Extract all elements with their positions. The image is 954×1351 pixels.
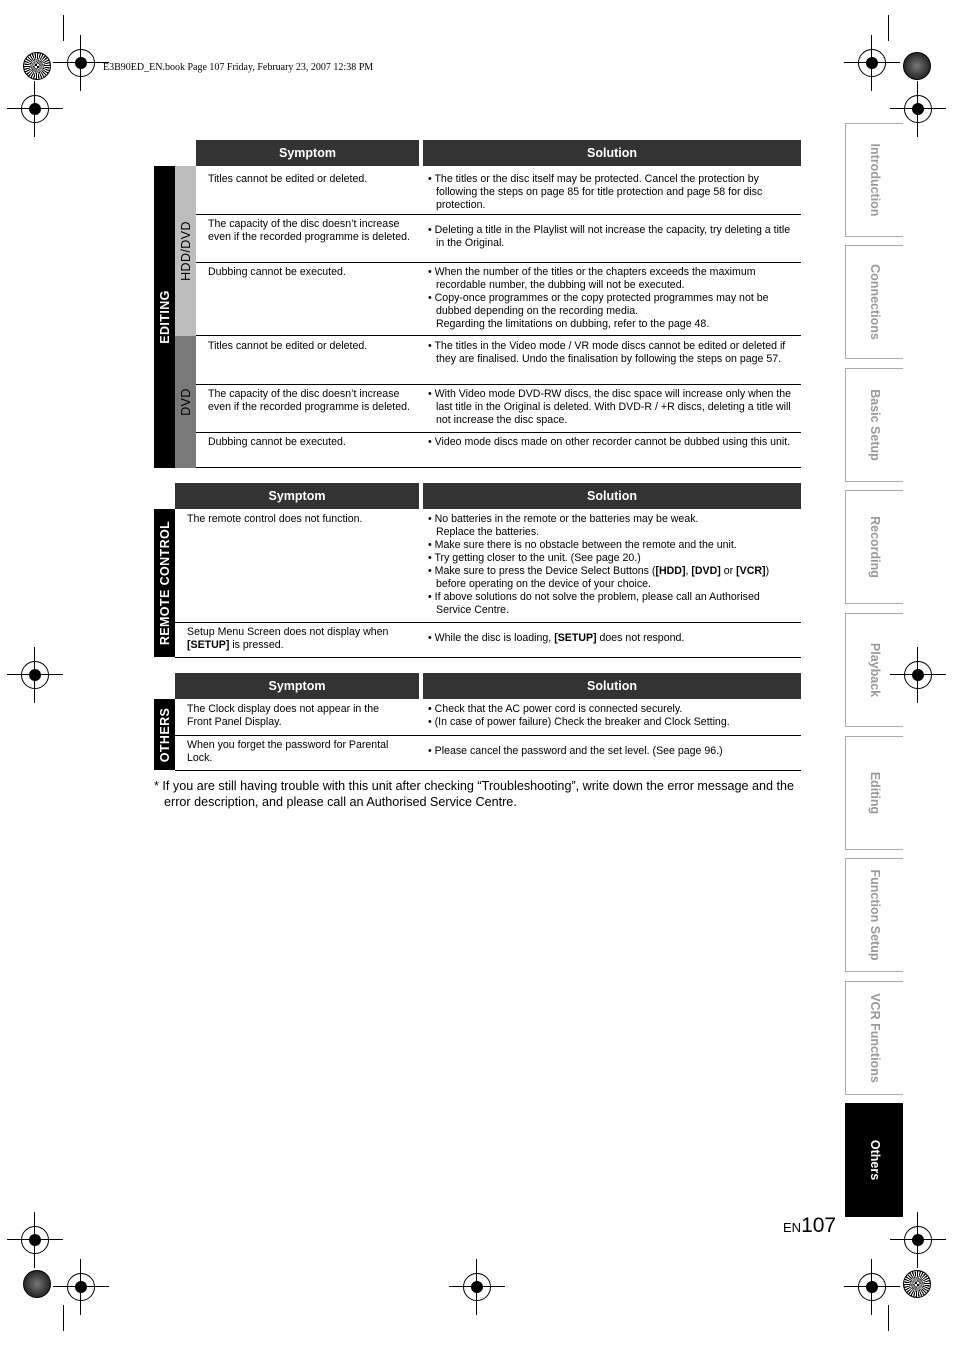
symptom-text: The remote control does not function.	[187, 513, 363, 525]
solution-text: • Video mode discs made on other recorder cannot be dubbed using this unit.	[428, 436, 791, 448]
crosshair-icon	[463, 1273, 491, 1301]
crosshair-icon	[904, 95, 932, 123]
tab-others[interactable]: Others	[845, 1103, 903, 1217]
table-row	[175, 699, 801, 736]
symptom-text: The Clock display does not appear in the Front Panel Display.	[187, 703, 379, 728]
solution-text: • No batteries in the remote or the batteries may be weak. Replace the batteries. • Make sure there is no obstacle between the remote and the unit. • Try getting closer to the unit. (See page 20.) • Make sure to press the Device Select Buttons ([HDD], [DVD] or [VCR]) before operating on the device of your choice. • If above solutions do not solve the problem, please call an Authorised Service Centre.	[428, 513, 770, 616]
crosshair-icon	[67, 49, 95, 77]
tab-vcr-functions[interactable]: VCR Functions	[845, 981, 903, 1095]
table-row	[196, 385, 801, 433]
table-row	[196, 263, 801, 336]
crosshair-icon	[21, 95, 49, 123]
category-others: OTHERS	[154, 699, 175, 770]
category-remote-control: REMOTE CONTROL	[154, 509, 175, 657]
symptom-text: Dubbing cannot be executed.	[208, 266, 346, 278]
crosshair-icon	[67, 1273, 95, 1301]
solution-text: • While the disc is loading, [SETUP] does not respond.	[428, 632, 685, 644]
symptom-header: Symptom	[175, 673, 419, 699]
solution-text: • Check that the AC power cord is connected securely. • (In case of power failure) Check the breaker and Clock Setting.	[428, 703, 730, 728]
tab-connections[interactable]: Connections	[845, 245, 903, 359]
symptom-text: Setup Menu Screen does not display when [SETUP] is pressed.	[187, 626, 389, 651]
table-row	[175, 623, 801, 658]
category-editing: EDITING	[154, 166, 175, 468]
table-row	[196, 336, 801, 385]
solution-text: • When the number of the titles or the chapters exceeds the maximum recordable number, the dubbing will not be executed. • Copy-once programmes or the copy protected programmes may not be dubbed depending on the recording media. Regarding the limitations on dubbing, refer to the page 48.	[428, 266, 769, 330]
solution-header: Solution	[423, 140, 801, 166]
solution-text: • The titles in the Video mode / VR mode discs cannot be edited or deleted if they are finalised. Undo the finalisation by following the steps on page 57.	[428, 340, 786, 365]
symptom-text: Titles cannot be edited or deleted.	[208, 340, 368, 352]
table-row	[196, 433, 801, 468]
footnote: * If you are still having trouble with this unit after checking “Troubleshooting”, write down the error message and the error description, and please call an Authorised Service Centre.	[154, 779, 795, 809]
book-header: E3B90ED_EN.book Page 107 Friday, February 23, 2007 12:38 PM	[103, 62, 374, 73]
subcategory-dvd: DVD	[175, 336, 196, 468]
solution-text: • Deleting a title in the Playlist will not increase the capacity, try deleting a title in the Original.	[428, 224, 791, 249]
crosshair-icon	[858, 49, 886, 77]
symptom-text: The capacity of the disc doesn’t increase even if the recorded programme is deleted.	[208, 388, 410, 413]
tab-recording[interactable]: Recording	[845, 490, 903, 604]
crosshair-icon	[904, 1226, 932, 1254]
solution-header: Solution	[423, 673, 801, 699]
registration-dial-icon	[23, 52, 51, 80]
crosshair-icon	[904, 661, 932, 689]
page-number: EN107	[783, 1214, 837, 1237]
registration-dial-icon	[903, 52, 931, 80]
symptom-text: When you forget the password for Parental Lock.	[187, 739, 389, 764]
symptom-text: The capacity of the disc doesn’t increase even if the recorded programme is deleted.	[208, 218, 410, 243]
tab-function-setup[interactable]: Function Setup	[845, 858, 903, 972]
table-row	[175, 509, 801, 623]
solution-text: • The titles or the disc itself may be protected. Cancel the protection by following the steps on page 85 for title protection and page 58 for disc protection.	[428, 173, 763, 211]
tab-editing[interactable]: Editing	[845, 736, 903, 850]
symptom-text: Dubbing cannot be executed.	[208, 436, 346, 448]
solution-text: • Please cancel the password and the set level. (See page 96.)	[428, 745, 723, 757]
solution-text: • With Video mode DVD-RW discs, the disc space will increase only when the last title in the Original is deleted. With DVD-R / +R discs, deleting a title will not increase the disc space.	[428, 388, 792, 426]
table-row	[196, 215, 801, 263]
registration-dial-icon	[23, 1270, 51, 1298]
solution-header: Solution	[423, 483, 801, 509]
crosshair-icon	[858, 1273, 886, 1301]
symptom-header: Symptom	[175, 483, 419, 509]
tab-playback[interactable]: Playback	[845, 613, 903, 727]
subcategory-hdd-dvd: HDD/DVD	[175, 166, 196, 336]
tab-basic-setup[interactable]: Basic Setup	[845, 368, 903, 482]
crosshair-icon	[21, 1226, 49, 1254]
tab-introduction[interactable]: Introduction	[845, 123, 903, 237]
symptom-text: Titles cannot be edited or deleted.	[208, 173, 368, 185]
crosshair-icon	[21, 661, 49, 689]
registration-dial-icon	[903, 1270, 931, 1298]
symptom-header: Symptom	[196, 140, 419, 166]
table-row	[175, 736, 801, 771]
table-row	[196, 166, 801, 215]
